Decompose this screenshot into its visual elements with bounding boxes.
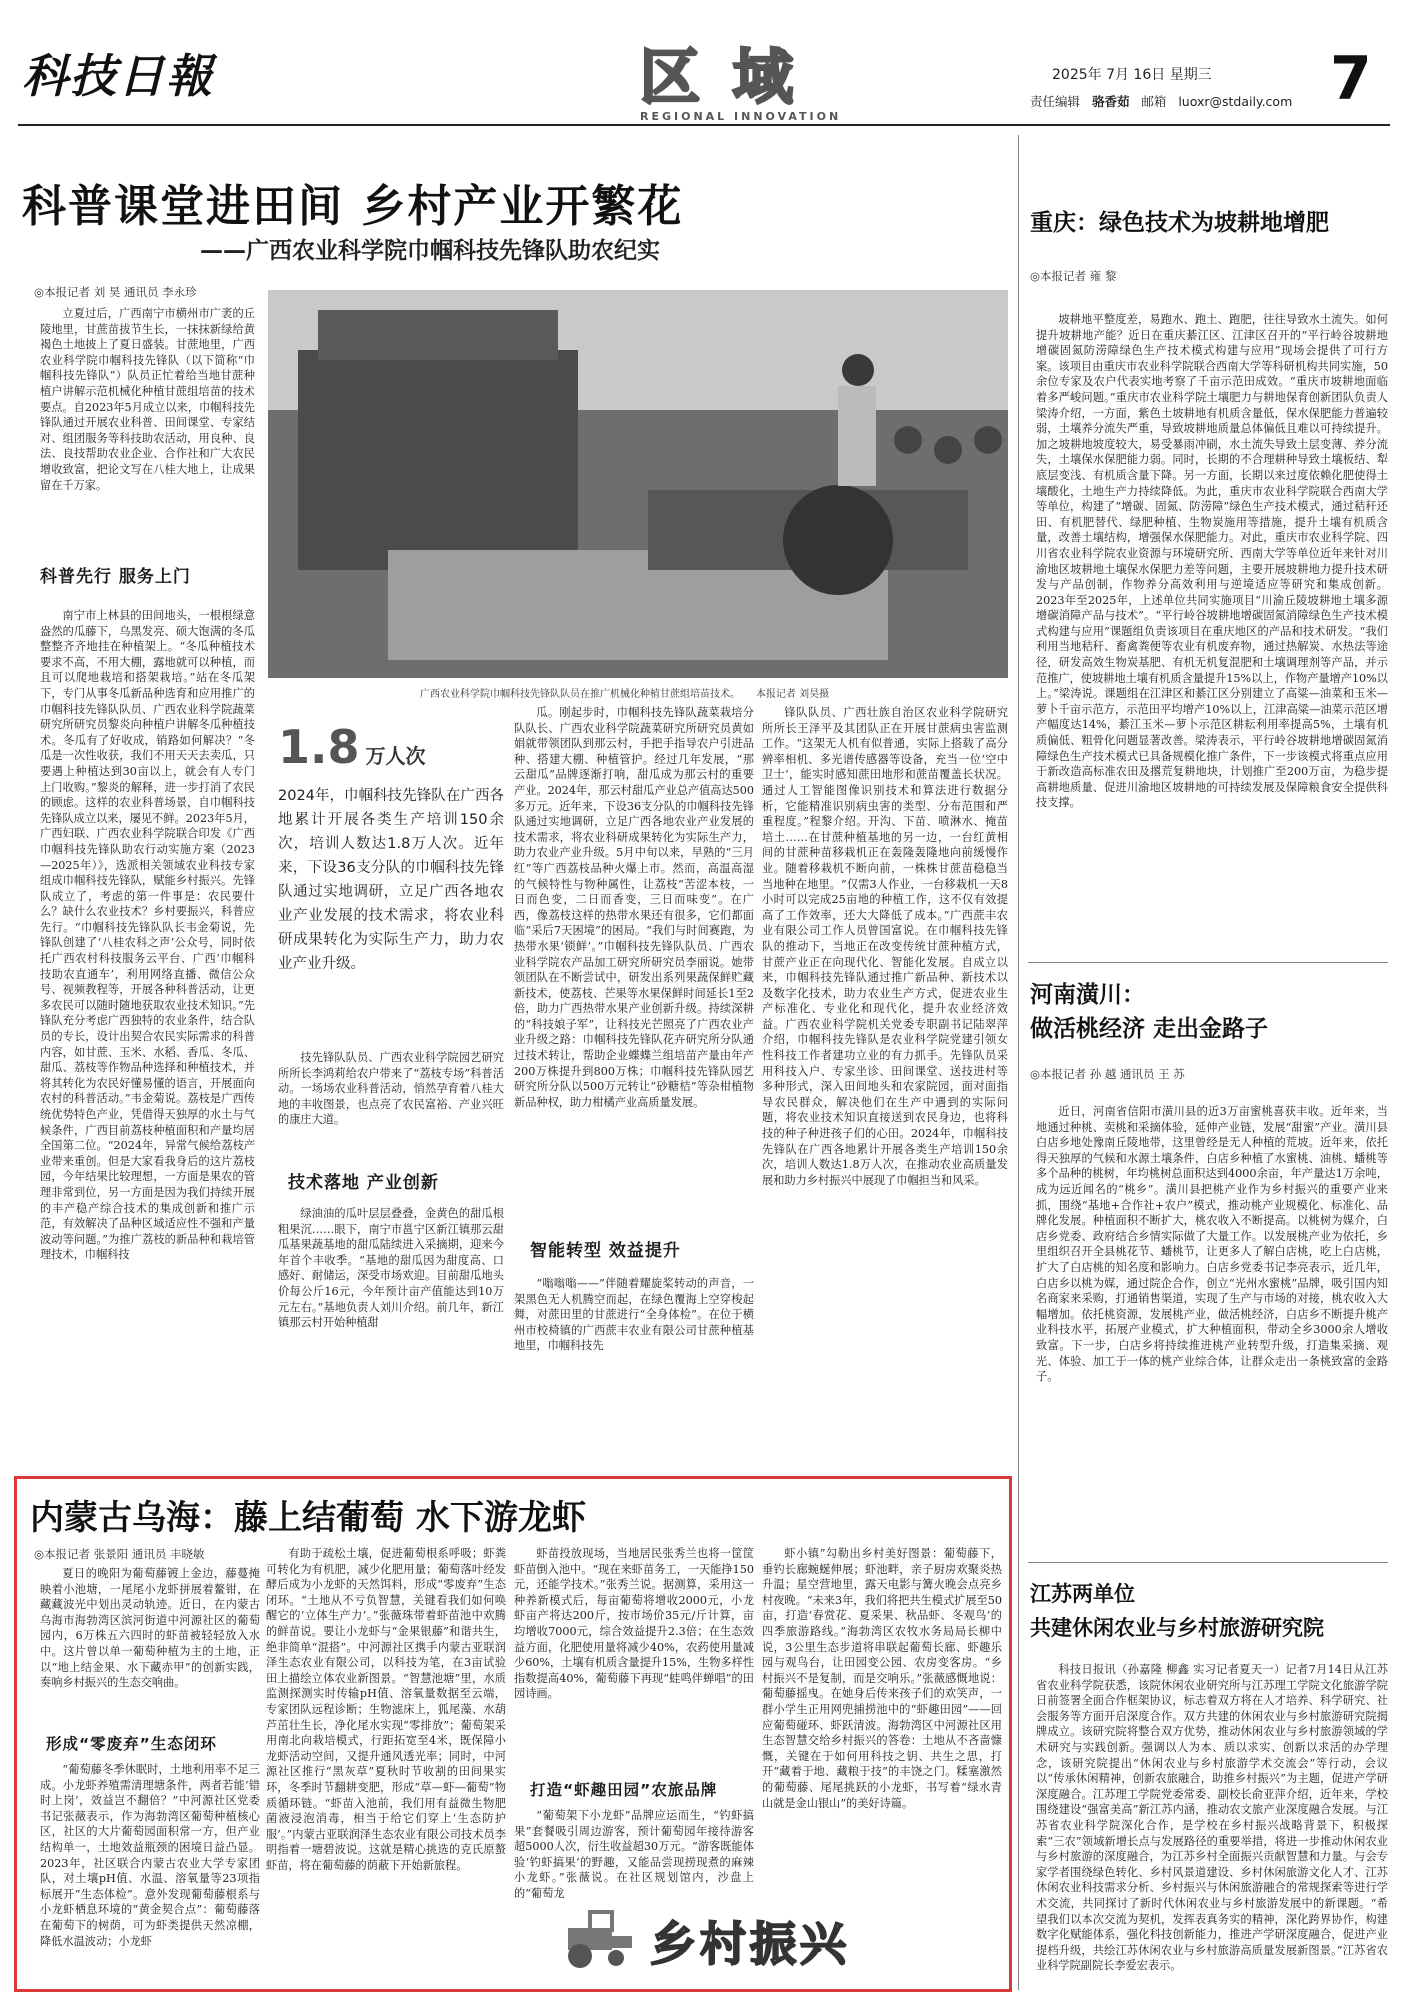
page-number: 7 — [1330, 44, 1372, 114]
lead-subhead-2: 技术落地 产业创新 — [288, 1173, 439, 1193]
lead-headline: 科普课堂进田间 乡村产业开繁花 — [22, 181, 684, 232]
lead-subheadline: ——广西农业科学院巾帼科技先锋队助农纪实 — [200, 238, 660, 264]
jiangsu-headline-2: 共建休闲农业与乡村旅游研究院 — [1030, 1616, 1324, 1640]
email[interactable]: luoxr@stdaily.com — [1178, 94, 1293, 109]
lead-subhead-1: 科普先行 服务上门 — [40, 567, 191, 587]
lead-col1b-text: 南宁市上林县的田间地头，一根根绿意盎然的瓜藤下，乌黑发亮、硕大饱满的冬瓜整整齐齐地挂在种植架上。“冬瓜种植技术要求不高，不用大棚，露地就可以种植，而且可以爬地栽培和搭架栽培。”站在冬瓜架下，专门从事冬瓜新品种选育和应用推广的巾帼科技先锋队队员、广西农业科学院蔬菜研究所研究员黎炎向种植户讲解冬瓜种植技术。冬瓜有了好收成，销路如何解决？“冬瓜是一次性收获，我们不用天天去卖瓜，只要遇上种植达到30亩以上，就会有人专门上门收购。”黎炎的解释，进一步打消了农民的顾虑。这样的农业科普场景，自巾帼科技先锋队成立以来，屡见不鲜。2023年5月，广西妇联、广西农业科学院联合印发《广西巾帼科技先锋队助农行动实施方案（2023—2025年）》，选派相关领域农业科技专家组成巾帼科技先锋队，赋能乡村振兴。先锋队成立了，考虑的第一件事是：农民要什么？缺什么农业技术？乡村要振兴，科普应先行。“巾帼科技先锋队队长韦金菊说，先锋队创建了‘八桂农科之声’公众号，同时依托广西农村科技服务云平台、广西‘巾帼科技助农直通车’，利用网络直播、微信公众号、视频教程等，开展各种科普活动，让更多农民可以随时随地获取农业技术知识。”先锋队充分考虑广西独特的农业条件，结合队员的专长，设计出契合农民实际需求的科普内容，如甘蔗、玉米、水稻、香瓜、冬瓜、甜瓜、荔枝等作物品种选择和种植技术，并将其转化为农民好懂易懂的语言，开展面向农村的科普活动。”韦金菊说。荔枝是广西传统优势特色产业，凭借得天独厚的水土与气候条件，广西目前荔枝种植面积和产量均居全国第二位。“2024年，异常气候给荔枝产业带来重创。但是大家看我身后的这片荔枝园，今年结果比较理想，一方面是果农的管理非常到位，另一方面是因为我们持续开展的丰产稳产综合技术的集成创新和推广示范，有效解决了品种区域适应性不强和产量波动等问题。”为推广荔枝的新品种和栽培管理技术，巾帼科技 — [40, 609, 255, 1262]
pull-quote-text: 2024年，巾帼科技先锋队在广西各地累计开展各类生产培训150余次，培训人数达1.8万人次。近年来，下设36支分队的巾帼科技先锋队通过实地调研，立足广西各地农业产业发展的技术需求，将农业科研成果转化为实际生产力，助力农业产业升级。 — [278, 788, 504, 972]
banner-text: 乡村振兴 — [650, 1917, 850, 1971]
wuhai-col3b-text: “葡萄架下小龙虾”品牌应运而生，“钓虾搞果”套餐吸引周边游客，预计葡萄园年接待游客超5000人次，衍生收益超30万元。“游客既能体验‘钓虾搞果’的野趣，又能品尝现捞现煮的麻辣小龙虾。”张薇说。在社区规划馆内，沙盘上的“葡萄龙 — [514, 1809, 754, 1900]
wuhai-col1-text: 夏日的晚阳为葡萄藤镀上金边，藤蔓掩映着小池塘，一尾尾小龙虾拼展着鳌钳，在藏藏波光中划出灵动轨迹。近日，在内蒙古乌海市海勃湾区滨河街道中河源社区的葡萄园内，6万株五六四时的虾苗被轻轻放入水中。这片曾以单一葡萄种植为主的土地，正以“地上结金果、水下藏赤甲”的创新实践，奏响乡村振兴的生态交响曲。 — [40, 1567, 260, 1690]
masthead — [0, 0, 1408, 123]
jiangsu-body: 科技日报讯（孙嘉隆 柳鑫 实习记者夏天一）记者7月14日从江苏省农业科学院获悉，该院休闲农业研究所与江苏理工学院文化旅游学院日前签署全面合作框架协议，标志着双方将在人才培养、科学研究、社会服务等方面开启深度合作。双方共建的休闲农业与乡村旅游研究院揭牌成立。该研究院将整合双方优势，推动休闲农业与乡村旅游领域的学术研究与实践创新。强调以人为本、质以求实、创新以求活的办学理念，该研究院提出“休闲农业与乡村旅游学术交流会”等行动，会议以“传承休闲精神，创新农旅融合，助推乡村振兴”为主题，促进产学研深度融合。江苏理工学院党委常委、副校长俞亚萍介绍，近年来，学校围绕建设“强富美高”新江苏内涵，推动农文旅产业深度融合发展。与江苏省农业科学院深化合作，是学校在乡村振兴战略背景下，积极探索“三农”领域新增长点与发展路径的重要举措，将进一步推动休闲农业与乡村旅游的深度融合，为江苏乡村全面振兴贡献智慧和力量。与会专家学者围绕绿色转化、乡村风景道建设、乡村休闲旅游文化人才、江苏休闲农业科技需求分析、乡村振兴与休闲旅游融合的常规探索等进行学术交流，共同探讨了新时代休闲农业与乡村旅游发展中的新课题。“希望我们以本次交流为契机，发挥表真务实的精神，深化跨界协作，构建数字化赋能体系，强化科技创新能力，推进产学研深度融合，促进产业提档升级，共绘江苏休闲农业与乡村旅游高质量发展新图景。”江苏省农业科学院副院长李爱宏表示。 — [1036, 1663, 1388, 1973]
photo-caption — [420, 685, 829, 700]
wuhai-byline: ◎本报记者 张景阳 通讯员 丰晓敏 — [34, 1547, 205, 1561]
lead-byline: ◎本报记者 刘 昊 通讯员 李永珍 — [34, 285, 197, 299]
tractor-icon — [560, 1906, 640, 1972]
wuhai-col3-text: 虾苗投放现场，当地居民张秀兰也将一筐筐虾苗倒入池中。“现在来虾苗务工，一天能挣150元，还能学技术。”张秀兰说。据测算，采用这一种养新模式后，每亩葡萄将增收2000元，小龙虾亩产将达200斤，按市场价35元/斤计算，亩均增收7000元，综合效益提升2.3倍；在生态效益方面，化肥使用量将减少40%，农药使用量减少60%，土壤有机质含量提升15%，生物多样性指数提高40%，葡萄藤下再现“蛙鸣伴蝉唱”的田园诗画。 — [514, 1547, 754, 1701]
lead-subhead-3: 智能转型 效益提升 — [530, 1241, 681, 1261]
wuhai-col1b-text: “葡萄藤冬季休眠时，土地利用率不足三成。小龙虾养殖需清理塘条件，两者若能‘错时上岗’，效益岂不翻倍？”中河源社区党委书记张薇表示，作为海勃湾区葡萄种植核心区，社区的大片葡萄园面积常一方，但产业结构单一，土地效益瓶颈的困境日益凸显。2023年，社区联合内蒙古农业大学专家团队，对土壤pH值、水温、溶氧量等23项指标展开“生态体检”。意外发现葡萄藤根系与小龙虾栖息环境的“黄金契合点”：葡萄藤落在葡萄下的树荫，可为虾类提供天然凉棚，降低水温波动；小龙虾 — [40, 1763, 260, 1948]
pull-quote-number: 1.8 — [278, 720, 360, 774]
photo-illustration — [268, 290, 1008, 678]
masthead-rule — [18, 124, 1390, 126]
chongqing-body: 坡耕地平整度差，易跑水、跑土、跑肥，往往导致水土流失。如何提升坡耕地产能？近日在重庆綦江区、江津区召开的“平行岭谷坡耕地增碳固氮防涝障绿色生产技术模式构建与应用”现场会提供了可行方案。该项目由重庆市农业科学院联合西南大学等科研机构共同实施，50余位专家及农户代表实地考察了千亩示范田成效。“重庆市坡耕地面临着多严峻问题。”重庆市农业科学院土壤肥力与耕地保育创新团队负责人梁涛介绍，一方面，紫色土坡耕地有机质含量低，保水保肥能力普遍较弱，土壤养分流失严重，导致坡耕地质量总体偏低且难以可持续提升。加之坡耕地坡度较大，易受暴雨冲刷，水土流失导致土层变薄、养分流失，土壤保水保肥能力弱。同时，长期的不合理耕种导致土壤板结、犁底层变浅、有机质含量下降。另一方面，长期以来过度依赖化肥使得土壤酸化，土地生产力持续降低。为此，重庆市农业科学院联合西南大学等单位，构建了“增碳、固氮、防涝障”绿色生产技术模式，通过秸秆还田、有机肥替代、绿肥种植、生物炭施用等措施，提升土壤有机质含量，改善土壤结构，增强保水保肥能力。对此，重庆市农业科学院、四川省农业科学院农业资源与环境研究所、西南大学等单位近年来针对川渝地区坡耕地土壤保水保肥力差等问题，主要开展坡耕地力提升技术研发与产品创制，作物养分高效利用与逆境适应等研究和集成创新。2023年至2025年，上述单位共同实施项目“川渝丘陵坡耕地土壤多源增碳消障产品与技术”。“平行岭谷坡耕地增碳固氮消障绿色生产技术模式构建与应用”课题组负责该项目在重庆地区的产品和技术研发。“我们利用当地秸秆、畜禽粪便等农业有机废弃物，通过热解炭、水热法等途径，研发高效生物炭基肥、有机无机复混肥和土壤调理剂等产品，并示范推广，使坡耕地土壤有机质含量提升15%以上，作物产量增产10%以上。”梁涛说。课题组在江津区和綦江区分别建立了高粱—油菜和玉米—萝卜千亩示范方，示范田平均增产10%以上，江津高粱—油菜示范区增产幅度达14%，綦江玉米—萝卜示范区耕耘利用率提高5%，土壤有机质偏低、粗骨化问题显著改善。梁涛表示，平行岭谷坡耕地增碳固氮消障绿色生产技术模式已具备规模化推广条件，下一步该模式将重点应用于新改造高标准农田及撂荒复耕地块，计划推广至200万亩，为稳步提高耕地质量、促进川渝地区坡耕地的可持续发展及保障粮食安全提供科技支撑。 — [1036, 313, 1388, 810]
rural-revitalization-banner — [560, 1900, 960, 1980]
pull-quote-unit: 万人次 — [365, 744, 426, 768]
editor-name: 骆香茹 — [1091, 94, 1130, 109]
jiangsu-headline-1: 江苏两单位 — [1030, 1582, 1135, 1606]
wuhai-col4-text: 虾小镇”勾勒出乡村美好图景：葡萄藤下，垂钓长廊蜿蜒伸展；虾池畔，亲子厨房欢聚炎热升温；星空营地里，露天电影与篝火晚会点亮乡村夜晚。“未来3年，我们将把共生模式扩展至50亩，打造‘春赏花、夏采果、秋品虾、冬观鸟’的四季旅游路线。”海勃湾区农牧水务局局长柳中说，3公里生态步道将串联起葡萄长廊、虾趣乐园与观鸟台，让田园变公园、农房变客房。“乡村振兴不是复制，而是交响乐。”张薇感慨地说：葡萄藤摇曳。在她身后传来孩子们的欢笑声，一群小学生正用网兜捕捞池中的“虾趣田园”——回应葡萄碰环、虾跃清波。海勃湾区中河源社区用生态智慧交给乡村振兴的答卷：土地从不吝啬慷慨，关键在于如何用科技之钥、共生之思，打开“藏着于地、藏粮于技”的丰饶之门。糅塞激然的葡萄藤、尾尾挑跃的小龙虾，书写着“绿水青山就是金山银山”的美好诗篇。 — [762, 1547, 1002, 1810]
editor-label: 责任编辑 — [1030, 94, 1081, 109]
section-title: 区 域 — [640, 43, 799, 113]
chongqing-headline: 重庆：绿色技术为坡耕地增肥 — [1030, 210, 1329, 236]
issue-date: 2025年 7月 16日 星期三 — [1052, 67, 1212, 83]
lead-col1-text: 立夏过后，广西南宁市横州市广袤的丘陵地里，甘蔗苗拔节生长，一抹抹新绿给黄褐色土地披上了夏日盛装。甘蔗地里，广西农业科学院巾帼科技先锋队（以下简称“巾帼科技先锋队”）队员正忙着给当地甘蔗种植户讲解示范机械化种植甘蔗组培苗的技术要点。自2023年5月成立以来，巾帼科技先锋队通过开展农业科普、田间课堂、专家结对、组团服务等科技助农活动，用良种、良法、良技帮助农业企业、合作社和广大农民增收致富，把论文写在八桂大地上，让成果留在千万家。 — [40, 307, 255, 492]
editor-line — [1030, 92, 1292, 110]
right-column-divider — [1018, 135, 1019, 1990]
chongqing-byline: ◎本报记者 雍 黎 — [1030, 269, 1117, 283]
photo-credit: 本报记者 刘昊摄 — [755, 689, 830, 700]
lead-photo — [268, 290, 1008, 678]
lead-col2b-text: 技先锋队队员、广西农业科学院园艺研究所所长李鸿莉给农户带来了“荔枝专场”科普活动。一场场农业科普活动，悄然孕育着八桂大地的丰收图景，也点亮了农民富裕、产业兴旺的康庄大道。 — [278, 1051, 504, 1127]
henan-headline-2: 做活桃经济 走出金路子 — [1030, 1016, 1269, 1042]
wuhai-headline: 内蒙古乌海：藤上结葡萄 水下游龙虾 — [30, 1498, 586, 1538]
henan-jiangsu-divider — [1028, 1562, 1388, 1563]
henan-headline-1: 河南潢川： — [1030, 982, 1145, 1008]
henan-byline: ◎本报记者 孙 越 通讯员 王 苏 — [1030, 1067, 1185, 1081]
email-label: 邮箱 — [1141, 94, 1167, 109]
pull-quote — [278, 720, 504, 1040]
chongqing-henan-divider — [1028, 962, 1388, 963]
wuhai-subhead-1: 形成“零废弃”生态闭环 — [46, 1735, 217, 1753]
newspaper-logo: 科技日報 — [22, 49, 214, 103]
henan-body: 近日，河南省信阳市潢川县的近3万亩蜜桃喜获丰收。近年来，当地通过种桃、卖桃和采摘体验，延伸产业链，发展“甜蜜”产业。潢川县白店乡地处豫南丘陵地带，这里曾经是无人种植的荒坡。近年来，依托得天独厚的气候和水源土壤条件，白店乡种植了水蜜桃、油桃、蟠桃等多个品种的桃树，年均桃树总面积达到4000余亩，年产量达1万余吨，成为远近闻名的“桃乡”。潢川县把桃产业作为乡村振兴的重要产业来抓，围绕“基地+合作社+农户”模式，推动桃产业规模化、标准化、品牌化发展。种植面积不断扩大，桃农收入不断提高。以桃树为媒介，白店乡党委、政府结合乡情实际做了大量工作。以发展桃产业为依托，乡里组织召开全县桃花节、蟠桃节，让更多人了解白店桃，吃上白店桃，扩大了白店桃的知名度和影响力。白店乡党委书记李亮表示，近几年，白店乡以桃为媒，通过院企合作，创立“光州水蜜桃”品牌，吸引国内知名商家来采购，打通销售渠道，实现了生产与市场的对接，桃农收入大幅增加。依托桃资源，发展桃产业，做活桃经济，白店乡不断提升桃产业科技水平，拓展产业模式，扩大种植面积，带动全乡3000余人增收致富。下一步，白店乡将持续推进桃产业转型升级，打造集采摘、观光、体验、加工于一体的桃产业综合体，让群众走出一条桃致富的金路子。 — [1036, 1105, 1388, 1384]
lead-col3b-text: “嗡嗡嗡——”伴随着耀旋桨转动的声音，一架黑色无人机腾空而起，在绿色覆海上空穿梭起舞，对蔗田里的甘蔗进行“全身体检”。在位于横州市校椅镇的广西蔗丰农业有限公司甘蔗种植基地里，巾帼科技先 — [514, 1277, 754, 1353]
section-subtitle-en: REGIONAL INNOVATION — [640, 110, 842, 123]
lead-col2c-text: 绿油油的瓜叶层层叠叠，金黄色的甜瓜根粗果沉……眼下，南宁市邕宁区新江镇那云甜瓜基果蔬基地的甜瓜陆续进入采摘期，迎来今年首个丰收季。“基地的甜瓜因为甜度高、口感好、耐储运，深受市场欢迎。目前甜瓜地头价每公斤16元，今年预计亩产值能达到10万元左右。”基地负责人刘川介绍。前几年，新江镇那云村开始种植甜 — [278, 1207, 504, 1330]
wuhai-col2-text: 有助于疏松土壤，促进葡萄根系呼吸；虾粪可转化为有机肥，减少化肥用量；葡萄落叶经发酵后成为小龙虾的天然饵料，形成“零废弃”生态闭环。“土地从不亏负智慧，关键看我们如何唤醒它的‘立体生产力’。”张薇珠带着虾苗池中欢腾的鲜苗说。要让小龙虾与“金果银藤”和谐共生，绝非简单“混搭”。中河源社区携手内蒙古亚联润泽生态农业有限公司，以科技为笔，在3亩试验田上描绘立体农业新图景。“智慧池塘”里，水质监测探测实时传输pH值、溶氧量数据至云端，专家团队远程诊断；生物滤床上，狐尾藻、水葫芦茁壮生长，净化尾水实现“零排放”；葡萄架采用南北向栽培模式，行距拓宽至4米，既保障小龙虾活动空间，又提升通风透光率；同时，中河源社区推行“黑灰草”夏秋时节收割的田间果实环，冬季时节翻耕变肥，形成“草—虾—葡萄”物质循环链。“虾苗入池前，我们用有益微生物肥菌液浸泡消毒，相当于给它们穿上‘生态防护服’。”内蒙古亚联润泽生态农业有限公司技术员李明指着一塘碧波说。这就是精心挑选的克氏原螯虾苗，将在葡萄藤的荫蔽下开始新旅程。 — [266, 1547, 506, 1872]
lead-col3-text: 瓜。刚起步时，巾帼科技先锋队蔬菜栽培分队队长、广西农业科学院蔬菜研究所研究员黄如娟就带领团队到那云村，手把手指导农户引进品种、搭建大棚、种植管护。经过几年发展，“那云甜瓜”品牌逐渐打响，甜瓜成为那云村的重要产业。2024年，那云村甜瓜产业总产值高达500多万元。近年来，下设36支分队的巾帼科技先锋队通过实地调研，立足广西各地农业产业发展的技术需求，将农业科研成果转化为实际生产力，助力农业产业升级。5月中旬以来，早熟的“三月红”等广西荔枝品种火爆上市。然而，高温高湿的气候特性与物种属性，让荔枝“苦涩本枝，一日而色变，二日而香变，三日而味变”。在广西，像荔枝这样的热带水果还有很多，它们都面临“采后7天困境”的困局。“我们与时间赛跑，为热带水果‘锁鲜’。”巾帼科技先锋队队员、广西农业科学院农产品加工研究所研究员李丽说。她带领团队在不断尝试中，研发出系列果蔬保鲜贮藏新技术，使荔枝、芒果等水果保鲜时间延长1至2倍，助力广西热带水果产业创新升级。持续深耕的“科技娘子军”，让科技光芒照亮了广西农业产业升级之路：巾帼科技先锋队花卉研究所分队通过技术转让，帮助企业蝶蝶兰组培苗产量由年产200万株提升到800万株；巾帼科技先锋队园艺研究所分队以500万元转让“砂糖桔”等杂柑植物新品种权，助力柑橘产业高质量发展。 — [514, 706, 754, 1109]
wuhai-subhead-2: 打造“虾趣田园”农旅品牌 — [530, 1781, 718, 1799]
photo-caption-text: 广西农业科学院巾帼科技先锋队队员在推广机械化种植甘蔗组培苗技术。 — [420, 689, 740, 700]
lead-col4-text: 锋队队员、广西壮族自治区农业科学院研究所所长王泽平及其团队正在开展甘蔗病虫害监测工作。“这架无人机有似普通，实际上搭载了高分辨率相机、多光谱传感器等设备，充当一位‘空中卫士’，能实时感知蔗田地形和蔗苗覆盖长状况。通过人工智能图像识别技术和算法进行数据分析，它能精准识别病虫害的类型、分布范围和严重程度。”程黎介绍。开沟、下苗、喷淋水、掩苗培土……在甘蔗种植基地的另一边，一台红黄相间的甘蔗种苗移栽机正在轰隆轰隆地向前缓慢作业。随着移栽机不断向前，一株株甘蔗苗稳稳当当地种在地里。“仅需3人作业，一台移栽机一天8小时可以完成25亩地的种植工作，这不仅有效提高了工作效率，还大大降低了成本。”广西蔗丰农业有限公司工作人员曾国富说。在巾帼科技先锋队的推动下，当地正在改变传统甘蔗种植方式，甘蔗产业正在向现代化、智能化发展。自成立以来，巾帼科技先锋队通过推广新品种、新技术以及数字化技术，助力农业生产方式，促进农业生产标准化、专业化和现代化，提升农业经济效益。广西农业科学院机关党委专职副书记陆翠萍介绍，巾帼科技先锋队是农业科学院党建引领女性科技工作者建功立业的有力抓手。先锋队员采用科技入户、专家坐诊、田间课堂、送技进村等多种形式，深入田间地头和农家院园，面对面指导农民群众，解决他们在生产中遇到的实际问题，将农业技术知识直接送到农民身边，也将科技的种子种进孩子们的心田。2024年，巾帼科技先锋队在广西各地累计开展各类生产培训150余次，培训人数达1.8万人次，在推动农业高质量发展和助力乡村振兴中展现了巾帼担当和风采。 — [762, 706, 1008, 1187]
